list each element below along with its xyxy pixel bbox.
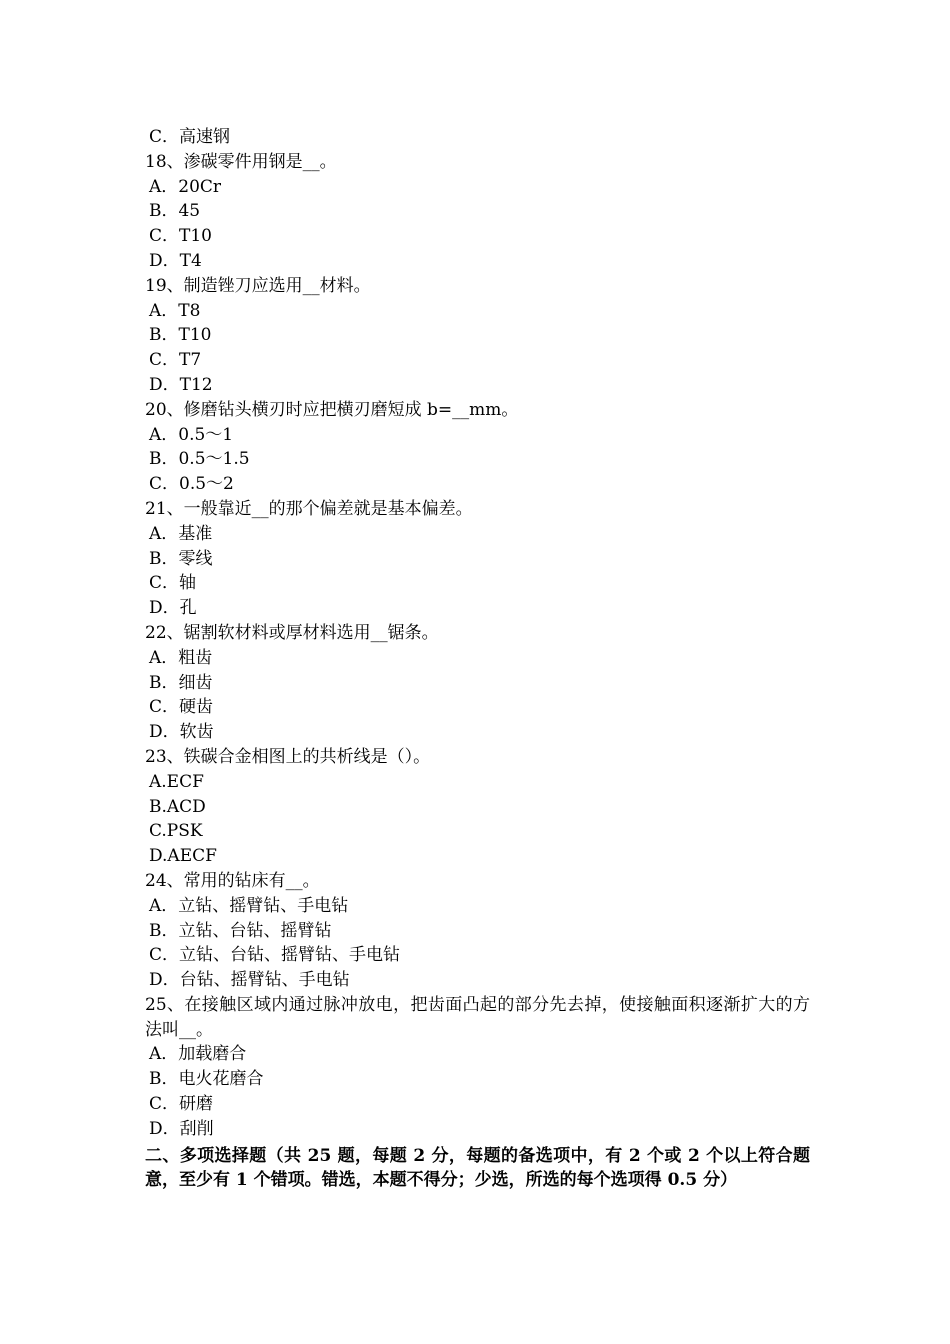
answer-option: D．T4 <box>149 250 202 271</box>
answer-option: C．研磨 <box>149 1094 214 1115</box>
question-list <box>145 125 810 1142</box>
answer-option: A．T8 <box>149 300 201 321</box>
question-text: 22、锯割软材料或厚材料选用__锯条。 <box>145 622 439 643</box>
answer-option: A.ECF <box>149 771 204 792</box>
answer-option: A．基准 <box>149 523 213 544</box>
answer-option: D．台钻、摇臂钻、手电钻 <box>149 970 350 991</box>
answer-option: B．0.5～1.5 <box>149 449 250 470</box>
answer-option: C.PSK <box>149 821 203 842</box>
answer-option: C．0.5～2 <box>149 474 234 495</box>
answer-option: D．刮削 <box>149 1118 214 1139</box>
question-text: 20、修磨钻头横刃时应把横刃磨短成 b=__mm。 <box>145 399 519 420</box>
answer-option: C．T7 <box>149 350 202 371</box>
answer-option: A．加载磨合 <box>149 1044 247 1065</box>
question-text: 23、铁碳合金相图上的共析线是（）。 <box>145 746 431 767</box>
question-text: 25、在接触区域内通过脉冲放电，把齿面凸起的部分先去掉，使接触面积逐渐扩大的方法叫__。 <box>145 994 810 1040</box>
document-page <box>145 125 810 1193</box>
answer-option: D．孔 <box>149 598 197 619</box>
answer-option: A．粗齿 <box>149 647 213 668</box>
answer-option: C．T10 <box>149 226 212 247</box>
answer-option: D．T12 <box>149 374 213 395</box>
section-heading: 二、多项选择题（共 25 题，每题 2 分，每题的备选项中，有 2 个或 2 个以上符合题意，至少有 1 个错项。错选，本题不得分；少选，所选的每个选项得 0.5 分） <box>145 1145 810 1191</box>
answer-option: D.AECF <box>149 846 217 867</box>
answer-option: B．细齿 <box>149 672 213 693</box>
answer-option: B.ACD <box>149 796 206 817</box>
answer-option: B．45 <box>149 201 201 222</box>
answer-option: A．立钻、摇臂钻、手电钻 <box>149 895 349 916</box>
answer-option: D．软齿 <box>149 722 214 743</box>
answer-option: C．立钻、台钻、摇臂钻、手电钻 <box>149 945 401 966</box>
answer-option: A．0.5～1 <box>149 424 234 445</box>
answer-option: B．电火花磨合 <box>149 1069 264 1090</box>
answer-option: B．立钻、台钻、摇臂钻 <box>149 920 332 941</box>
answer-option: C．轴 <box>149 573 197 594</box>
question-text: 18、渗碳零件用钢是__。 <box>145 151 337 172</box>
answer-option: C．硬齿 <box>149 697 214 718</box>
question-text: 24、常用的钻床有__。 <box>145 870 320 891</box>
answer-option: A．20Cr <box>149 176 222 197</box>
answer-option: B．零线 <box>149 548 213 569</box>
question-text: 21、一般靠近__的那个偏差就是基本偏差。 <box>145 498 473 519</box>
answer-option: B．T10 <box>149 325 212 346</box>
question-text: 19、制造锉刀应选用__材料。 <box>145 275 371 296</box>
answer-option: C．高速钢 <box>149 127 231 147</box>
